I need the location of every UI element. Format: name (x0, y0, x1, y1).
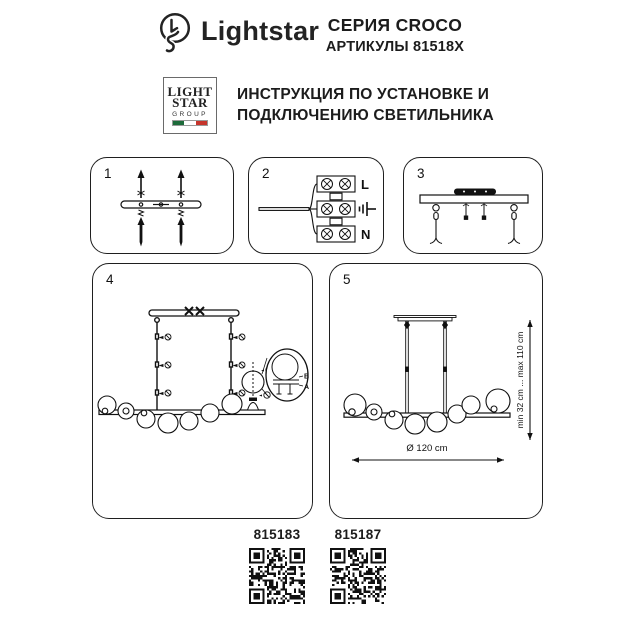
italy-flag-strip (172, 120, 208, 126)
ceiling-bar (149, 310, 239, 316)
assembly-diagram (93, 264, 312, 518)
series-title: СЕРИЯ CROCO (327, 15, 463, 35)
screw-icons (138, 210, 185, 247)
lightstar-bulb-icon (154, 10, 196, 58)
step-1-panel (90, 157, 234, 254)
supply-wire (259, 208, 309, 211)
step-4-number: 4 (106, 272, 114, 287)
suspension-rods (405, 321, 448, 414)
articles-subtitle: АРТИКУЛЫ 81518X (325, 39, 465, 55)
article-block-1 (246, 527, 308, 609)
earth-symbol-icon (360, 202, 377, 216)
step-4-panel (92, 263, 313, 519)
detail-label-a: A (304, 384, 310, 391)
step-2-panel (248, 157, 384, 254)
width-dimension (352, 443, 504, 463)
badge-light-text: LIGHT (167, 83, 213, 99)
width-dimension-label: Ø 120 cm (406, 443, 448, 454)
ceiling-anchor-icons (138, 170, 185, 199)
step-5-panel (329, 263, 543, 519)
qr-code-1 (249, 548, 305, 604)
badge-group-text: GROUP (172, 110, 208, 118)
wiring-terminal-diagram (249, 158, 383, 253)
canopy-suspension-diagram (404, 158, 542, 253)
terminal-label-l: L (361, 177, 369, 192)
badge-star-text: STAR (172, 95, 208, 110)
detail-label-b: B (304, 373, 310, 381)
instruction-title (237, 84, 494, 126)
series-block (302, 15, 488, 55)
instruction-line-2: ПОДКЛЮЧЕНИЮ СВЕТИЛЬНИКА (237, 107, 494, 124)
step-1-number: 1 (104, 166, 112, 181)
article-block-2 (327, 527, 389, 609)
lightstar-logo (154, 10, 319, 58)
step-5-number: 5 (343, 272, 351, 287)
height-dimension (515, 320, 533, 440)
terminal-label-n: N (361, 227, 371, 242)
qr-code-2 (330, 548, 386, 604)
step-3-panel (403, 157, 543, 254)
article-code-2: 815187 (334, 527, 382, 542)
inner-drop-wires (463, 203, 487, 219)
height-dimension-label: min 32 cm ... max 110 cm (515, 331, 525, 429)
mounting-bracket-diagram (91, 158, 233, 253)
step-3-number: 3 (417, 166, 425, 181)
dimensions-diagram (330, 264, 542, 518)
brand-wordmark: Lightstar (201, 15, 320, 46)
instruction-line-1: ИНСТРУКЦИЯ ПО УСТАНОВКЕ И (237, 86, 490, 103)
lightstar-group-badge (163, 77, 217, 134)
glass-spheres (344, 389, 510, 434)
step-2-number: 2 (262, 166, 270, 181)
article-code-1: 815183 (253, 527, 301, 542)
outer-suspension-cables (430, 205, 520, 244)
ceiling-bar (420, 195, 528, 203)
